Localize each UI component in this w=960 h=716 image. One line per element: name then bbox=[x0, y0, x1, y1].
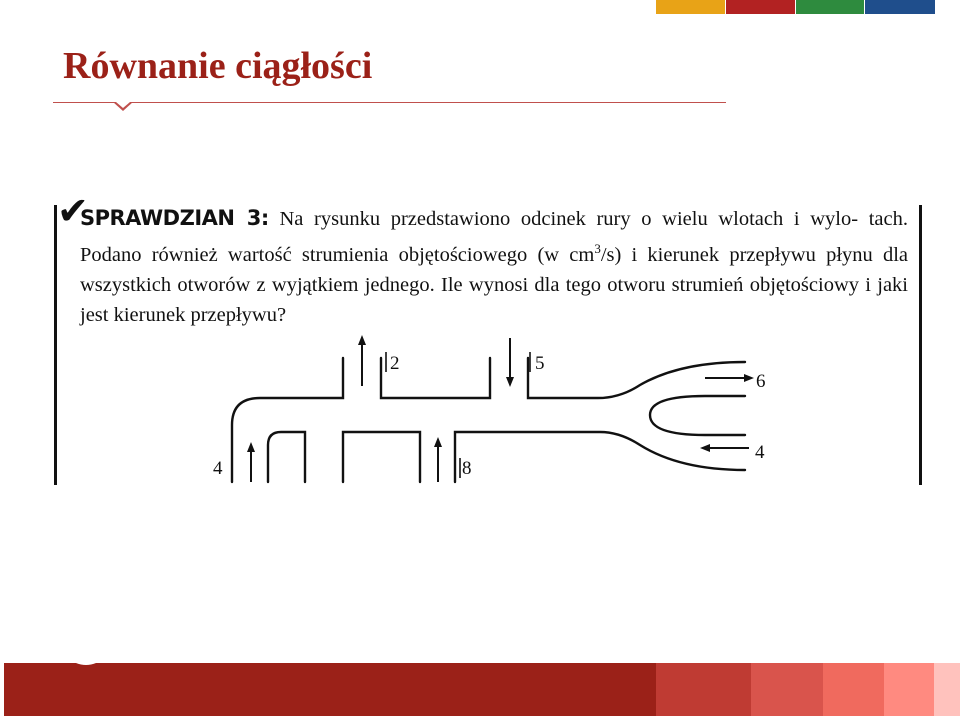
page-title: Równanie ciągłości bbox=[63, 45, 373, 87]
problem-label: SPRAWDZIAN 3: bbox=[80, 206, 269, 230]
pipe-fork bbox=[650, 396, 745, 435]
bottom-bar-segment-5 bbox=[884, 663, 934, 716]
bottom-bar-segment-1 bbox=[4, 663, 656, 716]
problem-line-1: Na rysunku przedstawiono odcinek rury o wielu wlotach i wylo- bbox=[279, 208, 859, 230]
bottom-bar-segment-4 bbox=[823, 663, 884, 716]
label-inlet-4-right: 4 bbox=[755, 442, 765, 463]
bottom-bar-segment-2 bbox=[656, 663, 751, 716]
label-inlet-8: 8 bbox=[462, 458, 472, 479]
problem-line-4: objętościowy i jaki jest kierunek przepływu? bbox=[80, 273, 908, 326]
pipe-inner-wall-right bbox=[455, 432, 745, 482]
superscript-3: 3 bbox=[594, 241, 601, 256]
label-inlet-4-left: 4 bbox=[213, 458, 223, 479]
bottom-bar-segment-3 bbox=[751, 663, 823, 716]
label-outlet-2: 2 bbox=[390, 353, 400, 374]
label-inlet-5: 5 bbox=[535, 353, 545, 374]
problem-line-2: tach. Podano również wartość strumienia objętościowego (w cm bbox=[80, 208, 909, 266]
bottom-bar bbox=[4, 663, 960, 716]
problem-line-2b: /s) i kierunek przepływu bbox=[600, 243, 816, 266]
pipe-outer-wall bbox=[232, 358, 343, 482]
bottom-bar-segment-6 bbox=[934, 663, 960, 716]
checkmark-icon: ✔ bbox=[57, 189, 89, 233]
pipe-inner-wall-left bbox=[268, 432, 305, 482]
pipe-inner-wall-mid bbox=[343, 432, 420, 482]
problem-line-3: płynu dla wszystkich otworów z wyjątkiem jednego. Ile wynosi dla tego otworu strumień bbox=[80, 243, 908, 296]
label-outlet-6: 6 bbox=[756, 371, 766, 392]
